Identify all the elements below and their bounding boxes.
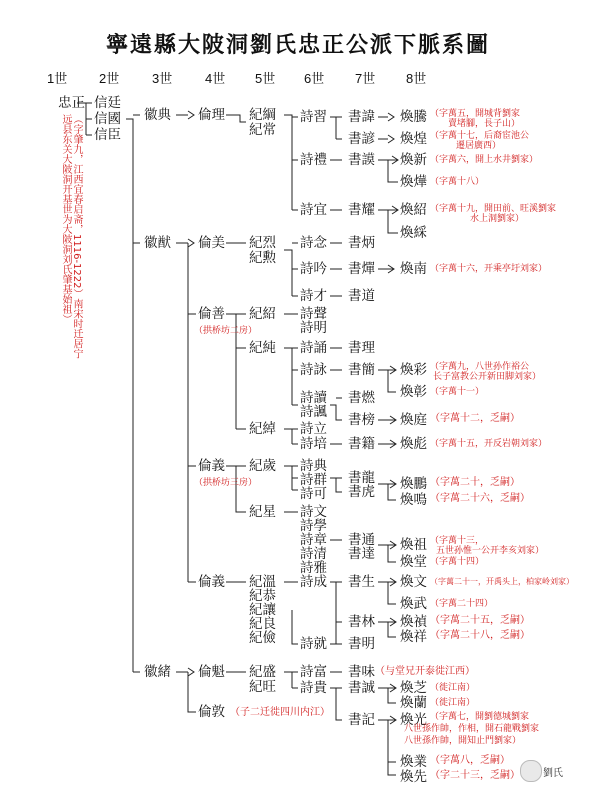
node-gen8: 煥燁 [400,174,427,190]
node-gen6: 詩宜 [300,202,327,218]
node-gen5: 紀紹 [249,306,276,322]
node-gen8: 煥文 [400,574,427,590]
node-gen7: 書誠 [348,680,375,696]
node-gen7: 書炳 [348,235,375,251]
node-gen7: 書榜 [348,412,375,428]
node-note: 水上洞劉家） [470,214,525,224]
node-gen7: 書簡 [348,362,375,378]
node-gen7: 書林 [348,614,375,630]
node-gen8: 煥先 [400,769,427,785]
node-gen6: 詩明 [300,320,327,336]
generation-label: 5世 [255,71,276,86]
node-gen6: 詩貴 [300,680,327,696]
node-gen6: 詩章 [300,532,327,548]
node-gen8: 煥祖 [400,537,427,553]
node-gen6: 詩富 [300,664,327,680]
node-gen2: 信廷 [94,95,121,111]
node-note: （字萬十三， [430,536,485,546]
node-gen2: 信國 [94,111,121,127]
generation-label: 4世 [205,71,226,86]
node-gen8: 煥新 [400,152,427,168]
node-gen5: 紀綱 [249,107,276,123]
node-gen4: 倫理 [198,107,225,123]
node-note: （字萬十八） [430,177,485,187]
node-gen8: 煥庭 [400,412,427,428]
ancestor-name: 忠正 [58,95,85,111]
node-gen3: 徽緒 [144,664,171,680]
node-gen6: 詩詠 [300,362,327,378]
node-note: （字萬五，開城背劉家 [430,109,521,119]
node-gen5: 紀讓 [249,602,276,618]
node-gen6: 詩學 [300,518,327,534]
node-note: （字萬二十，乏嗣） [430,477,520,488]
node-gen7: 書通 [348,532,375,548]
node-note: （字萬九，八世孙作裕公 [430,362,530,372]
node-gen5: 紀勲 [249,250,276,266]
node-note: （字萬十六，开乘亭圩刘家） [430,264,548,274]
node-gen5: 紀烈 [249,235,276,251]
node-gen3: 徽典 [144,107,171,123]
node-gen6: 詩清 [300,546,327,562]
node-gen8: 煥芝 [400,680,427,696]
node-gen7: 書理 [348,340,375,356]
node-gen6: 詩才 [300,288,327,304]
node-gen5: 紀純 [249,340,276,356]
node-gen7: 書達 [348,546,375,562]
node-gen6: 詩禮 [300,152,327,168]
node-note: （字萬十四） [430,557,485,567]
node-gen6: 詩吟 [300,261,327,277]
node-gen8: 煥祥 [400,629,427,645]
node-gen4: 倫魁 [198,664,225,680]
node-gen7: 書燀 [348,261,375,277]
node-gen4: 倫敦 [198,704,225,720]
node-note: （字萬七，開劉德城劉家 [430,712,530,722]
node-gen6: 詩群 [300,472,327,488]
generation-label: 7世 [355,71,376,86]
node-gen7: 書道 [348,288,375,304]
node-note: （字萬十五，开反岩朝刘家） [430,439,548,449]
node-gen6: 詩讀 [300,390,327,406]
node-gen8: 煥鳴 [400,492,427,508]
node-note: （字萬二十六，乏嗣） [430,493,530,504]
node-gen7: 書諱 [348,109,375,125]
node-gen7: 書生 [348,574,375,590]
node-note: （字萬十二，乏嗣） [430,413,520,424]
node-gen6: 詩雅 [300,560,327,576]
node-note: （徙江南） [430,698,476,708]
node-gen6: 詩念 [300,235,327,251]
node-note: （徙江南） [430,683,476,693]
node-gen6: 詩可 [300,486,327,502]
node-gen7: 書龍 [348,470,375,486]
node-gen4: 倫義 [198,458,225,474]
node-note: （字萬十九，開田前、旺溪劉家 [430,204,557,214]
node-gen8: 煥光 [400,712,427,728]
node-gen7: 書謨 [348,152,375,168]
generation-label: 6世 [304,71,325,86]
node-note: （字萬八，乏嗣） [430,755,510,766]
node-gen4: 倫義 [198,574,225,590]
node-note: 遷居廣西） [456,141,502,151]
node-gen6: 詩培 [300,436,327,452]
node-note: （字萬二十四） [430,599,494,609]
node-note: （拱桥坊三房） [194,478,258,488]
node-note: 五世孙惟一公开李亥刘家） [436,546,545,556]
node-gen7: 書燃 [348,390,375,406]
diagram-title: 寧遠縣大陂洞劉氏忠正公派下脈系圖 [105,32,490,58]
node-gen5: 紀常 [249,122,276,138]
node-gen7: 書耀 [348,202,375,218]
node-gen8: 煥鵬 [400,476,427,492]
node-gen4: 倫美 [198,235,225,251]
ancestor-note: （字肇九，江西宜春启斋，1116-1222）南宋时迁居宁远县东关大陂洞开基世为大陂洞刘氏肇基始祖） [60,114,82,359]
node-gen8: 煥蘭 [400,695,427,711]
node-note: （字萬二十一，开禹头上，柏家岭刘家） [430,577,574,586]
node-note: 八世孫作帥，作相，開石龍戰劉家 [404,724,540,734]
node-gen5: 紀良 [249,616,276,632]
node-gen8: 煥業 [400,754,427,770]
node-note: 长子富教公开新田脚刘家） [433,372,542,382]
node-gen5: 紀儉 [249,630,276,646]
node-note: 賣堵腳，長子山） [448,119,521,129]
node-gen5: 紀歲 [249,458,276,474]
watermark-logo-icon [520,760,542,782]
node-gen6: 詩成 [300,574,327,590]
node-note: （与堂兄开泰徙江西） [375,666,475,677]
node-gen3: 徽猷 [144,235,171,251]
node-gen5: 紀溫 [249,574,276,590]
node-gen5: 紀星 [249,504,276,520]
node-gen8: 煥武 [400,596,427,612]
generation-label: 3世 [152,71,173,86]
node-gen6: 詩就 [300,636,327,652]
watermark-text: 劉氏 [543,768,563,779]
node-gen5: 紀綽 [249,421,276,437]
node-gen8: 煥堂 [400,554,427,570]
node-note: （子二迁徙四川内江） [230,707,330,718]
node-gen7: 書記 [348,712,375,728]
node-gen6: 詩聲 [300,306,327,322]
node-gen7: 書諺 [348,131,375,147]
node-gen8: 煥禎 [400,614,427,630]
node-note: （字萬二十五，乏嗣） [430,615,530,626]
node-gen8: 煥紹 [400,202,427,218]
node-gen8: 煥綵 [400,225,427,241]
node-gen7: 書虎 [348,484,375,500]
node-gen8: 煥彪 [400,436,427,452]
node-gen7: 書籍 [348,436,375,452]
node-gen6: 詩諷 [300,404,327,420]
node-gen2: 信臣 [94,127,121,143]
generation-label: 8世 [406,71,427,86]
node-gen6: 詩典 [300,458,327,474]
node-gen8: 煥南 [400,261,427,277]
node-gen5: 紀旺 [249,679,276,695]
generation-label: 2世 [99,71,120,86]
node-note: （字萬六，開上水井劉家） [430,155,539,165]
node-note: 八世孫作帥，開知止門劉家） [404,736,522,746]
node-gen8: 煥彩 [400,362,427,378]
node-note: （字萬二十八，乏嗣） [430,630,530,641]
node-note: （拱桥坊二房） [194,326,258,336]
node-gen6: 詩習 [300,109,327,125]
node-gen8: 煥彰 [400,384,427,400]
node-gen8: 煥騰 [400,109,427,125]
node-gen5: 紀盛 [249,664,276,680]
node-gen7: 書明 [348,636,375,652]
node-gen6: 詩誦 [300,340,327,356]
generation-label: 1世 [47,71,68,86]
node-gen5: 紀恭 [249,588,276,604]
node-gen8: 煥煌 [400,131,427,147]
node-note: （字二十三，乏嗣） [430,770,520,781]
node-gen4: 倫善 [198,306,225,322]
node-gen6: 詩立 [300,421,327,437]
node-gen6: 詩文 [300,504,327,520]
node-note: （字萬十七，后裔宦池公 [430,131,530,141]
node-gen7: 書味 [348,664,375,680]
node-note: （字萬十一） [430,387,485,397]
